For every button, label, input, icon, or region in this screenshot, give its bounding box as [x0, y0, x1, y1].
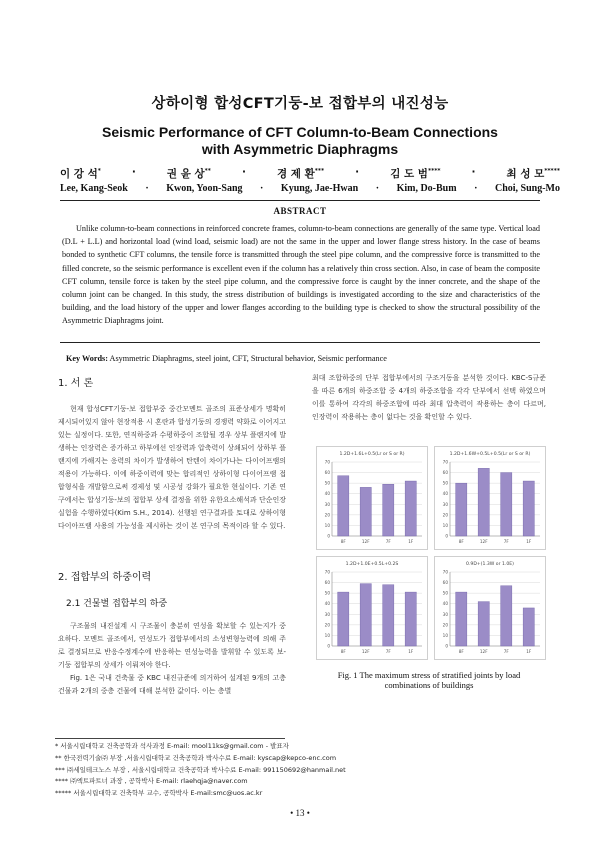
bar-8F [338, 476, 349, 536]
author-5-en: Choi, Sung-Mo [494, 183, 560, 194]
y-tick-label: 60 [324, 470, 330, 476]
y-tick-label: 40 [324, 601, 330, 607]
footnote-2: ** 한국전력기술㈜ 부장 ,서울시립대학교 건축공학과 박사수료 E-mail: kyscap@kepco-enc.com [55, 753, 337, 762]
footnote-rule [55, 738, 285, 739]
bar-7F [383, 585, 394, 646]
bar-12F [478, 602, 489, 646]
title-english-line2: with Asymmetric Diaphragms [201, 141, 399, 157]
abstract-bottom-rule [60, 342, 540, 343]
x-tick-label: 1F [526, 649, 532, 654]
x-tick-label: 8F [458, 649, 464, 654]
footnotes [55, 741, 346, 800]
footnote-3: *** ㈜세일테크노스 부장 , 서울시립대학교 건축공학과 박사수료 E-mail: 991150692@hanmail.net [55, 765, 346, 774]
figure-1-charts [316, 446, 546, 662]
author-separator: · [474, 183, 478, 194]
chart-1 [317, 447, 428, 550]
figure-caption-line2: combinations of buildings [384, 680, 474, 690]
section-1-title: 1. 서 론 [58, 378, 94, 389]
bar-12F [478, 468, 489, 536]
y-tick-label: 20 [324, 622, 330, 628]
figure-1-caption [312, 670, 546, 690]
bar-8F [338, 592, 349, 646]
y-tick-label: 30 [324, 501, 330, 507]
x-tick-label: 8F [340, 539, 346, 544]
abstract-top-rule [60, 200, 540, 201]
y-tick-label: 40 [442, 491, 448, 497]
keywords-text: Asymmetric Diaphragms, steel joint, CFT, Structural behavior, Seismic performance [109, 354, 387, 363]
chart-title: 0.9D+(1.3W or 1.0E) [466, 562, 514, 567]
figure-1 [316, 446, 546, 662]
title-english [0, 124, 600, 158]
y-tick-label: 10 [324, 632, 330, 638]
author-separator: · [131, 166, 136, 178]
chart-2 [435, 447, 546, 550]
section-2-1-text-2: Fig. 1은 국내 건축물 중 KBC 내진규준에 의거하여 설계된 9개의 고층건물과 2개의 중층 건물에 대해 분석한 값이다. 이는 층별 [58, 674, 286, 695]
y-tick-label: 60 [324, 580, 330, 586]
right-column-text: 최대 조합하중의 단부 접합부에서의 구조거동을 분석한 것이다. KBC-S규준을 따른 6개의 하중조합 중 4개의 하중조합을 각각 단부에서 선택 하였으며 이를 통하여 각각의 하중조합에 따라 최대 압축력이 작용하는 층이 다르며, 인장력이 작용하는 층이 없다는 것을 확인할 수 있다. [312, 374, 546, 421]
bar-7F [501, 586, 512, 646]
author-4-en: Kim, Do-Bum [396, 183, 457, 194]
y-tick-label: 50 [324, 480, 330, 486]
keywords-label: Key Words: [66, 354, 108, 363]
y-tick-label: 70 [324, 459, 330, 465]
y-tick-label: 50 [442, 480, 448, 486]
x-tick-label: 12F [361, 539, 370, 544]
x-tick-label: 7F [385, 539, 391, 544]
x-tick-label: 1F [408, 649, 414, 654]
x-tick-label: 7F [385, 649, 391, 654]
x-tick-label: 8F [458, 539, 464, 544]
author-separator: · [471, 166, 476, 178]
y-tick-label: 30 [442, 611, 448, 617]
y-tick-label: 70 [324, 569, 330, 575]
abstract-text: Unlike column-to-beam connections in reinforced concrete frames, column-to-beam connections are generally of the same type. Vertical load (D.L + L.L) and horizontal load (wind load, seismic load) are not the same in the upper and lower flange stress history. In the case of beams bonded to synthetic CFT columns, the tensile force is transmitted through the steel pipe column, and the compressive force is transmitted to the filled concrete, so the seismic performance is excellent even if the column has a relatively thin cross section. Also, in case of beam the composite CFT column, tensile force is taken by the steel pipe column, and the compressive force is caught by the inner concrete, and the shape of the column joint can be changed. In this study, the stress distribution of buildings is investigated according to the size and characteristics of the building, and the load history of the upper and lower flanges according to the building type is checked to show the structural possibility of the Asymmetric Diaphragms joint. [62, 224, 540, 326]
author-block [60, 166, 560, 194]
y-tick-label: 10 [324, 522, 330, 528]
y-tick-label: 20 [442, 622, 448, 628]
abstract-heading: ABSTRACT [273, 206, 327, 216]
author-names-korean [60, 166, 560, 181]
y-tick-label: 0 [445, 643, 448, 649]
y-tick-label: 0 [327, 643, 330, 649]
chart-4 [435, 557, 546, 660]
bar-12F [360, 487, 371, 536]
y-tick-label: 40 [324, 491, 330, 497]
bar-8F [456, 483, 467, 536]
chart-3 [317, 557, 428, 660]
keywords [66, 354, 387, 363]
bar-12F [360, 584, 371, 646]
bar-7F [501, 473, 512, 536]
y-tick-label: 10 [442, 632, 448, 638]
author-2-ko: 권 윤 상** [166, 167, 211, 180]
y-tick-label: 70 [442, 459, 448, 465]
footnote-4: **** ㈜엑트파트너 과장 , 공학박사 E-mail: rlaehqja@naver.com [55, 777, 248, 786]
x-tick-label: 12F [479, 649, 488, 654]
chart-title: 1.2D+1.6W+0.5L+0.5(Lr or S or R) [449, 452, 531, 457]
y-tick-label: 50 [324, 590, 330, 596]
x-tick-label: 1F [526, 539, 532, 544]
author-separator: · [355, 166, 360, 178]
section-1-text: 현재 합성CFT기둥-보 접합부중 중간모멘트 골조의 표준상세가 명확히 제시되어있지 않아 현장적용 시 혼란과 합성기둥의 경쟁력 약화로 이어지고 있는 실정이다. 또한, 연직하중과 수평하중이 조합될 경우 상부 플랜지에 발생하는 인장력은 증가하고 하부에선 인장력과 압축력이 상쇄되어 상하부 플랜지에 가해지는 응력의 차이가 발생하여 탄텐이 차이가나는 다이어프램의 적용이 가능하다. 이에 하중이력에 맞는 합리적인 상하이형 다이어프램 접합형식을 개발함으로써 경제성 및 시공성 강화가 필요한 현실이다. 기존 연구에서는 합성기둥-보의 접합부 상세 결정을 위한 유한요소해석과 단순인장 실험을 수행하였다(Kim S.H., 2014). 선행된 연구결과를 토대로 상하이형 다이아프램 사용의 가능성을 제시하는 것이 본 연구의 목적이라 할 수 있다. [58, 405, 286, 530]
y-tick-label: 40 [442, 601, 448, 607]
y-tick-label: 0 [445, 533, 448, 539]
footnote-1: * 서울시립대학교 건축공학과 석사과정 E-mail: mool11ks@gmail.com - 발표자 [55, 742, 289, 750]
author-separator: · [260, 183, 264, 194]
y-tick-label: 20 [324, 512, 330, 518]
page-number: • 13 • [290, 808, 310, 818]
author-4-ko: 김 도 범**** [390, 167, 441, 180]
chart-title: 1.2D+1.0E+0.5L+0.2S [345, 562, 399, 567]
author-separator: · [375, 183, 380, 194]
footnote-5: ***** 서울시립대학교 건축학부 교수, 공학박사 E-mail:smc@uos.ac.kr [55, 789, 263, 798]
y-tick-label: 60 [442, 580, 448, 586]
x-tick-label: 7F [503, 649, 509, 654]
y-tick-label: 50 [442, 590, 448, 596]
y-tick-label: 30 [324, 611, 330, 617]
x-tick-label: 12F [479, 539, 488, 544]
y-tick-label: 20 [442, 512, 448, 518]
bar-8F [456, 592, 467, 646]
author-3-ko: 경 제 환*** [276, 167, 325, 180]
title-korean: 상하이형 합성CFT기둥-보 접합부의 내진성능 [151, 96, 449, 112]
x-tick-label: 1F [408, 539, 414, 544]
figure-caption-line1: Fig. 1 The maximum stress of stratified joints by load [337, 670, 521, 680]
y-tick-label: 0 [327, 533, 330, 539]
bar-1F [405, 481, 416, 536]
author-separator: · [241, 166, 246, 178]
y-tick-label: 70 [442, 569, 448, 575]
x-tick-label: 7F [503, 539, 509, 544]
bar-7F [383, 484, 394, 536]
y-tick-label: 10 [442, 522, 448, 528]
author-separator: · [145, 183, 149, 194]
bar-1F [405, 592, 416, 646]
author-2-en: Kwon, Yoon-Sang [166, 183, 243, 194]
section-2-title: 2. 접합부의 하중이력 [58, 572, 152, 583]
author-1-en: Lee, Kang-Seok [60, 183, 128, 194]
section-2-1-title: 2.1 건물별 접합부의 하중 [66, 599, 168, 609]
x-tick-label: 12F [361, 649, 370, 654]
author-3-en: Kyung, Jae-Hwan [280, 183, 359, 194]
author-names-english [60, 183, 560, 194]
author-1-ko: 이 강 석* [60, 167, 101, 180]
bar-1F [523, 608, 534, 646]
title-english-line1: Seismic Performance of CFT Column-to-Beam Connections [102, 124, 498, 140]
x-tick-label: 8F [340, 649, 346, 654]
bar-1F [523, 481, 534, 536]
chart-title: 1.2D+1.6L+0.5(Lr or S or R) [339, 452, 405, 457]
author-5-ko: 최 성 모***** [506, 167, 560, 180]
y-tick-label: 60 [442, 470, 448, 476]
section-2-1-text: 구조물의 내진설계 시 구조물이 충분히 연성을 확보할 수 있는지가 중요하다. 모멘트 골조에서, 연성도가 접합부에서의 소성변형능력에 의해 주로 결정되므로 반응수정계수에 반응하는 연성능력을 발휘할 수 있도록 보-기둥 접합부의 상세가 이뤄져야 한다. [58, 622, 286, 669]
y-tick-label: 30 [442, 501, 448, 507]
